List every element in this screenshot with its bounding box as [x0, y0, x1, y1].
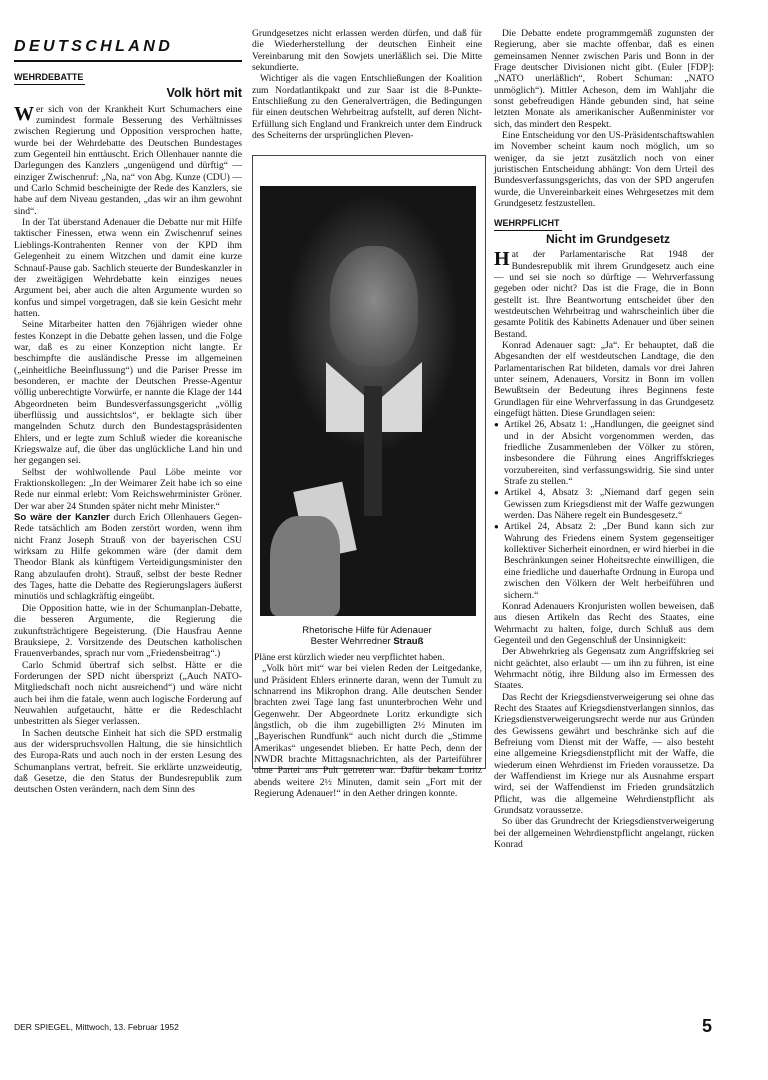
article-paragraph: Carlo Schmid übertraf sich selbst. Hätte er die Forderungen der SPD nicht übersprizt („Auch NATO-Mitgliedschaft noch nicht ausreichend“) und wäre nicht auch bei ihm die fatale, wenn auch logische Forderung auf Neuwahlen aufgetaucht, hätte er die Redeschlacht unbestritten als Sieger verlassen. [14, 659, 242, 728]
article-paragraph: So wäre der Kanzler durch Erich Ollenhauers Gegen-Rede tatsächlich am Boden zerstört worden, wenn ihm nicht Franz Joseph Strauß von der bayerischen CSU wirksam zu Hilfe gekommen wäre (der damit dem Theodor Blank als künftigem Verteidigungsminister den Rang abzulaufen droht). Strauß, selbst der beste Redner des Tages, hatte die Debatte des Regierungslagers äußerst minutiös und schlagkräftig eingeübt. [14, 512, 242, 603]
article-rubric: WEHRPFLICHT [494, 218, 562, 231]
article-paragraph: Der Abwehrkrieg als Gegensatz zum Angriffskrieg sei nicht geächtet, also erlaubt — um ihn zu führen, ist eine Wehrmacht nötig, ihre Bildung also im Ermessen des Staates. [494, 646, 714, 692]
article-paragraph: Seine Mitarbeiter hatten den 76jährigen wieder ohne festes Konzept in die Debatte gehen lassen, und die Folge war, daß es zu einer Konzeption nicht langte. Er beschimpfte die ausländische Presse im allgemeinen („einheitliche Beeinflussung“) und die Pariser Presse im besonderen, er machte der Deutschen Presse-Agentur völlig unberechtigte Vorwürfe, er nannte die Klage der 144 Abgeordneten beim Bundesverfassungsgericht „völlig überflüssig und aussichtslos“, er beklagte sich über mangelnden Schutz durch den Bundestagspräsidenten Ehlers, und er legte zum Schluß wieder die koreanische Kriegswalze auf, die über das unglückliche Land hin und her gegangen sei. [14, 319, 242, 467]
bullet-item: ● Artikel 26, Absatz 1: „Handlungen, die geeignet sind und in der Absicht vorgenommen werden, das friedliche Zusammenleben der Völker zu stören, insbesondere die Führung eines Angriffskrieges vorzubereiten, sind verfassungswidrig. Sie sind unter Strafe zu stellen.“ [494, 419, 714, 487]
article-paragraph: Wichtiger als die vagen Entschließungen der Koalition zum Nordatlantikpakt und zur Saar ist die 8-Punkte-Entschließung zu den Generalverträgen, die Bedingungen für einen deutschen Wehrbeitrag aufstellt, auf deren Nicht-Erfüllung sich England und Frankreich unter dem Eindruck des Scheiterns der ursprünglichen Pleven- [252, 73, 482, 142]
article-wehrdebatte-col2-bottom [254, 652, 482, 799]
bullet-item: ● Artikel 4, Absatz 3: „Niemand darf gegen sein Gewissen zum Kriegsdienst mit der Waffe gezwungen werden. Das Nähere regelt ein Bundesgesetz.“ [494, 487, 714, 521]
article-paragraph: Konrad Adenauer sagt: „Ja“. Er behauptet, daß die Abgesandten der elf westdeutschen Landtage, die den Parlamentarischen Rat bildeten, damals vor drei Jahren unter seinem, Adenauers, Vorsitz in Bonn im vollen Bewußtsein der Bedeutung ihres Beginnens feste Grundlagen für eine Wehrverfassung in das Grundgesetz eingefügt hätten. Diese Grundlagen seien: [494, 339, 714, 419]
portrait-photo [260, 186, 476, 616]
article-paragraph: Konrad Adenauers Kronjuristen wollen beweisen, daß aus diesen Artikeln das Recht des Staates, eine Wehrmacht zu halten, folge, durch Schluß aus dem Gegenteil und den Gegenschluß der Unsinnigkeit: [494, 600, 714, 646]
article-paragraph: Wer sich von der Krankheit Kurt Schumachers eine zumindest formale Besserung des Verhältnisses zwischen Regierung und Opposition versprochen hatte, wurde bei der Wehrdebatte des Deutschen Bundestages zum Gegenteil hin enttäuscht. Erich Ollenhauer nannte die Darlegungen des Kanzlers „ungenügend und dürftig“ — einziger Zwischenruf: „Na, na“ von Abg. Kunze (CDU) — und Carlo Schmid bescheinigte der Rede des Kanzlers, sie habe auf dem Niveau gestanden, „das wir an ihm gewohnt sind“. [14, 102, 242, 217]
article-rubric: WEHRDEBATTE [14, 72, 85, 85]
article-paragraph: Pläne erst kürzlich wieder neu verpflichtet haben. [254, 652, 445, 663]
photo-caption: Rhetorische Hilfe für Adenauer Bester Wehrredner Strauß [302, 625, 432, 647]
article-paragraph: Grundgesetzes nicht erlassen werden dürfen, und daß für die Wiederherstellung der deutschen Einheit eine Vereinbarung mit den Sowjets unerläßlich sei. Die Mitte sekundierte. [252, 28, 482, 74]
article-paragraph: Die Debatte endete programmgemäß zugunsten der Regierung, aber sie machte offenbar, daß es einen gemeinsamen Nenner zwischen Paris und Bonn in der Frage deutscher Divisionen nicht gibt. (Euler [FDP]: „NATO unerläßlich“, Robert Schuman: „NATO unmöglich“). Mittler Acheson, dem im Wahljahr die sonst gebefreudigen Hände gebunden sind, hat seine letzten Monate als amerikanischer Außenminister vor sich, das mindert den Respekt. [494, 28, 714, 130]
article-paragraph: Die Opposition hatte, wie in der Schumanplan-Debatte, die besseren Argumente, die Regierung die zukunftsträchtigere Begeisterung. (Die Hausfrau Aenne Brauksiepe, 2. Vorsitzende des Deutschen katholischen Frauenverbandes, sprach nur vom „Friedensbeitrag“.) [14, 602, 242, 660]
page-footer: DER SPIEGEL, Mittwoch, 13. Februar 1952 [14, 1022, 179, 1032]
subhead-inline: So wäre der Kanzler [14, 512, 110, 524]
article-paragraph: In Sachen deutsche Einheit hat sich die SPD erstmalig aus der widerspruchsvollen Haltung, die sie hinsichtlich des Europa-Rats und auch noch in der ersten Lesung des Schumanplans vertrat, befreit. Sie erklärte unzweideutig, daß Gesetze, die den Status der Bundesrepublik zum deutschen Osten verändern, nach dem Sinn des [14, 727, 242, 796]
article-paragraph: Eine Entscheidung vor den US-Präsidentschaftswahlen im November scheint kaum noch möglich, um so weniger, da sie jetzt zusätzlich noch von einer juristischen Entscheidung abhängt: Von dem Urteil des Bundesverfassungsgerichts, das von der SPD angerufen wurde, die Unvereinbarkeit eines Wehrgesetzes mit dem Grundgesetz festzustellen. [494, 130, 714, 210]
drop-cap: H [494, 248, 510, 271]
article-headline: Volk hört mit [166, 86, 242, 101]
article-headline: Nicht im Grundgesetz [546, 231, 671, 246]
article-paragraph: Hat der Parlamentarische Rat 1948 der Bundesrepublik mit ihrem Grundgesetz auch eine — und sei sie noch so dürftige — Wehrverfassung gegeben oder nicht? Das ist die Frage, die in Bonn gestellt ist. Ihre Beantwortung entscheidet über den westdeutschen Wehrbeitrag und wahrscheinlich über die gesamte Politik des Kabinetts Adenauer und über seinen Bestand. [494, 248, 714, 340]
article-paragraph: „Volk hört mit“ war bei vielen Reden der Leitgedanke, und Präsident Ehlers erinnerte daran, wenn der Tumult zu schnarrend ins Mikrophon drang. Alle deutschen Sender brachten zwei Tage lang fast ununterbrochen Wehr und Gegenwehr. Der Abgeordnete Loritz erkundigte sich ängstlich, ob die ihm zugebilligten 2½ Minuten im „Bayerischen Rundfunk“ auch nicht durch die „Stimme Amerikas“ ungesendet blieben. Er hatte Pech, denn der NWDR brachte Mittagsnachrichten, als der Parteiführer ohne Partei ans Pult getreten war. Dafür bekam Loritz abends weitere 2½ Minuten, damit sein „Fort mit der Regierung Adenauer!“ in den Aether dringen konnte. [254, 663, 482, 800]
drop-cap: W [14, 102, 34, 125]
page-number: 5 [701, 1016, 712, 1036]
article-wehrdebatte-col1 [14, 72, 242, 796]
bullet-item: ● Artikel 24, Absatz 2: „Der Bund kann sich zur Wahrung des Friedens einem System gegenseitiger kollektiver Sicherheit einordnen, er wird hierbei in die Beschränkungen seiner Hoheitsrechte einwilligen, die eine friedliche und dauerhafte Ordnung in Europa und zwischen den Völkern der Welt herbeiführen und sichern.“ [494, 521, 714, 600]
article-paragraph: Das Recht der Kriegsdienstverweigerung sei ohne das Recht des Staates auf Kriegsdienstverlangen sinnlos, das Kriegsdienstverweigerungsrecht werde nur aus Gründen des Gewissens gewährt und beschränke sich auf die Befreiung vom Dienst mit der Waffe, — also besteht eine allgemeine Kriegsdienstpflicht mit der Waffe, die wiederum einen Wehrdienst im Frieden voraussetze. Da der Waffendienst im Kriege nur als Ausnahme erspart wird, sei der Waffendienst im Frieden grundsätzlich Pflicht, was die allgemeine Wehrdienstpflicht als Grundsatz voraussetze. [494, 691, 714, 817]
article-paragraph: In der Tat überstand Adenauer die Debatte nur mit Hilfe taktischer Finessen, etwa wenn ein Zwischenruf seines Lieblings-Kontrahenten Renner von der KPD ihm Gelegenheit zu einem Witzchen und damit eine kurze Schnauf-Pause gab. Sachlich steuerte der Bundeskanzler in der zweitägigen Wehrdebatte kein einziges neues Argument bei, aber auch die alten Argumente wurden so konfus und simpel vorgetragen, daß sie kein Gesicht mehr hatten. [14, 217, 242, 319]
article-paragraph: Selbst der wohlwollende Paul Löbe meinte vor Fraktionskollegen: „In der Weimarer Zeit habe ich so eine Rede nur einmal erlebt: Vom Reichswehrminister Gröner. Der war aber 24 Stunden später nicht mehr Minister.“ [14, 466, 242, 512]
article-col3 [494, 28, 714, 850]
article-paragraph: So über das Grundrecht der Kriegsdienstverweigerung bei der allgemeinen Wehrdienstpflicht angelangt, rücken Konrad [494, 816, 714, 851]
article-wehrdebatte-col2-top [252, 28, 482, 141]
section-title: DEUTSCHLAND [14, 38, 242, 62]
